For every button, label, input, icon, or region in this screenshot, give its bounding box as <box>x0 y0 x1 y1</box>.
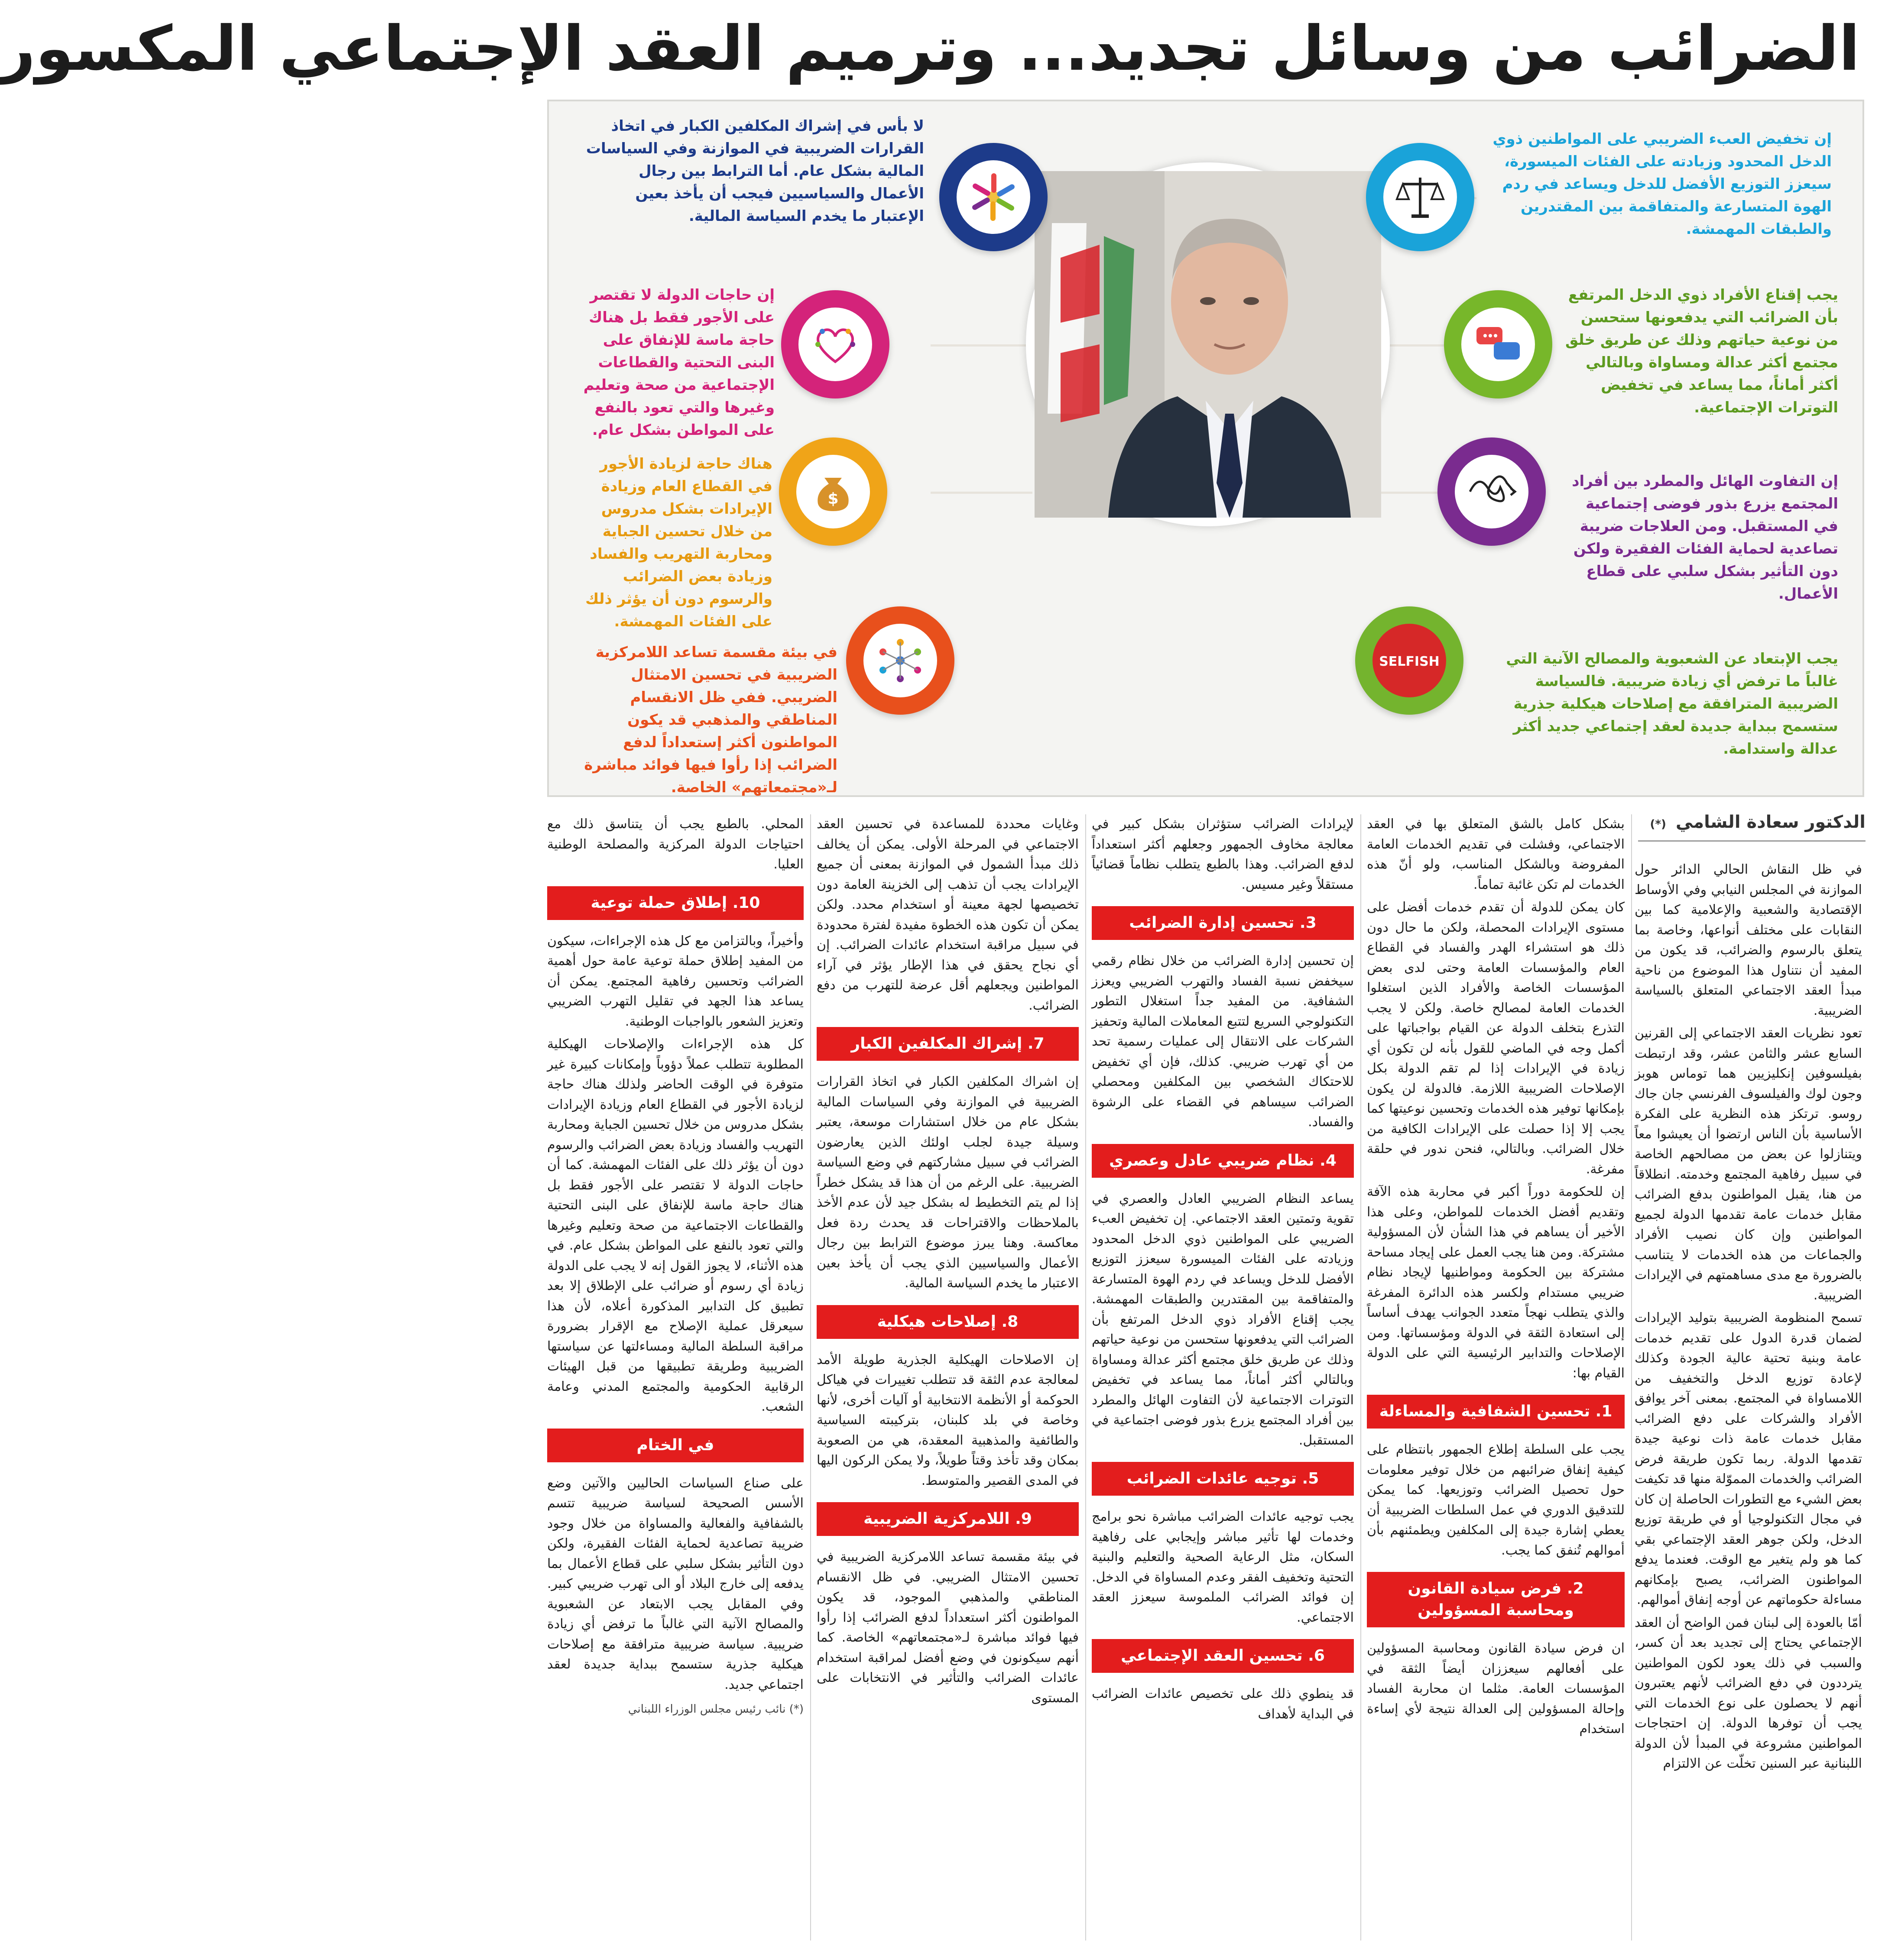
paragraph: وأخيراً، وبالتزامن مع كل هذه الإجراءات، سيكون من المفيد إطلاق حملة توعية عامة حول أهمية الضرائب وتحسين رفاهية المجتمع. يمكن أن يساعد هذا الجهد في تقليل التهرب الضريبي وتعزيز الشعور بالواجبات الوطنية. <box>547 933 804 1029</box>
paragraph: المحلي. بالطبع يجب أن يتناسق ذلك مع احتياجات الدولة المركزية والمصلحة الوطنية العليا. <box>547 816 804 872</box>
paragraph: ان فرض سيادة القانون ومحاسبة المسؤولين على أفعالهم سيعززان أيضاً الثقة في المؤسسات العامة. مثلما ان محاربة الفساد وإحالة المسؤولين إلى العدالة نتيجة لأي إساءة استخدام <box>1367 1641 1625 1736</box>
callout-left-3: هناك حاجة لزيادة الأجور في القطاع العام وزيادة الإيرادات بشكل مدروس من خلال تحسين الجباية ومحاربة التهريب والفساد وزيادة بعض الضرائب والرسوم دون أن يؤثر ذلك على الفئات المهمشة. <box>585 455 772 630</box>
headline: الضرائب من وسائل تجديد... وترميم العقد الإجتماعي المكسور <box>0 13 1860 84</box>
money-bag-icon <box>807 466 859 518</box>
selfish-stamp-icon <box>1375 648 1444 674</box>
callout-left-4: في بيئة مقسمة تساعد اللامركزية الضريبية في تحسين الامتثال الضريبي. ففي ظل الانقسام المناطقي والمذهبي قد يكون المواطنون أكثر إستعداداً لدفع الضرائب إذا رأوا فيها فوائد مباشرة لـ«مجتمعاتهم» الخاصة. <box>584 644 837 796</box>
byline-rule <box>1638 840 1866 842</box>
paragraph: إن للحكومة دوراً أكبر في محاربة هذه الآفة وتقديم أفضل الخدمات للمواطن، وعلى هذا الأخير أن يساهم في هذا الشأن لأن المسؤولية مشتركة. ومن هنا يجب العمل على إيجاد مساحة مشتركة بين الحكومة ومواطنيها لإيجاد نظام ضريبي مستدام ولكسر هذه الدائرة المفرغة والذي يتطلب نهجاً متعدد الجوانب يهدف أساساً إلى استعادة الثقة في الدولة ومؤسساتها. ومن الإصلاحات والتدابير الرئيسية التي على الدولة القيام بها: <box>1367 1184 1625 1381</box>
paragraph: وغايات محددة للمساعدة في تحسين العقد الاجتماعي في المرحلة الأولى. يمكن أن يخالف ذلك مبدأ الشمول في الموازنة بمعنى أن جميع الإيرادات يجب أن تذهب إلى الخزينة العامة دون تخصيصها لجهة معينة أو استخدام محدد. ولكن يمكن أن تكون هذه الخطوة مفيدة لفترة محدودة في سبيل مراقبة استخدام عائدات الضرائب. إن أي نجاح يحقق في هذا الإطار يؤثر في آراء المواطنين ويجعلهم أقل عرضة للتهرب من دفع الضرائب. <box>817 816 1079 1013</box>
paragraph: يساعد النظام الضريبي العادل والعصري في تقوية وتمتين العقد الاجتماعي. إن تخفيض العبء الضريبي على المواطنين ذوي الدخل المحدود وزيادته على الفئات الميسورة سيعزز التوزيع الأفضل للدخل ويساعد في ردم الهوة المتسارعة والمتفاقمة بين المقتدرين والطبقات المهمشة. يجب إقناع الأفراد ذوي الدخل المرتفع بأن الضرائب التي يدفعونها ستحسن من نوعية حياتهم وذلك عن طريق خلق مجتمع أكثر عدالة ومساواة وبالتالي أكثر أماناً، مما يساعد في تخفيض التوترات الاجتماعية لأن التفاوت الهائل والمطرد بين أفراد المجتمع يزرع بذور فوضى اجتماعية في المستقبل. <box>1092 1191 1354 1448</box>
icon-bubble-left-1 <box>939 143 1048 251</box>
icon-bubble-right-2 <box>1444 290 1552 398</box>
scales-of-justice-icon <box>1394 171 1446 223</box>
section-heading-8: 8. إصلاحات هيكلية <box>817 1305 1079 1339</box>
paragraph: في بيئة مقسمة تساعد اللامركزية الضريبية في تحسين الامتثال الضريبي. في ظل الانقسام المناطقي والمذهبي الموجود، قد يكون المواطنون أكثر استعداداً لدفع الضرائب إذا رأوا فيها فوائد مباشرة لـ«مجتمعاتهم» الخاصة. كما أنهم سيكونون في وضع أفضل لمراقبة استخدام عائدات الضرائب والتأثير في الانتخابات على المستوى <box>817 1549 1079 1706</box>
section-heading-1: 1. تحسين الشفافية والمساءلة <box>1367 1395 1625 1429</box>
portrait-illustration <box>1035 171 1381 518</box>
section-heading-2: 2. فرض سيادة القانون ومحاسبة المسؤولين <box>1367 1572 1625 1627</box>
paragraph: يجب على السلطة إطلاع الجمهور بانتظام على كيفية إنفاق ضرائبهم من خلال توفير معلومات حول تحصيل الضرائب وتوزيعها. كما يمكن للتدقيق الدوري في عمل السلطات الضريبية أن يعطي إشارة جيدة إلى المكلفين ويطمئنهم بأن أموالهم تُنفق كما يجب. <box>1367 1442 1625 1558</box>
section-heading-4: 4. نظام ضريبي عادل وعصري <box>1092 1144 1354 1178</box>
callout-right-1: إن تخفيض العبء الضريبي على المواطنين ذوي الدخل المحدود وزيادته على الفئات الميسورة، سيعزز التوزيع الأفضل للدخل ويساعد في ردم الهوة المتسارعة والمتفاقمة بين المقتدرين والطبقات المهمشة. <box>1492 130 1832 238</box>
icon-bubble-left-3 <box>779 437 887 546</box>
article-column-1 <box>1635 860 1862 1947</box>
network-icon <box>874 635 926 687</box>
callout-right-3: إن التفاوت الهائل والمطرد بين أفراد المجتمع يزرع بذور فوضى إجتماعية في المستقبل. ومن العلاجات ضريبة تصاعدية لحماية الفئات الفقيرة ولكن دون التأثير بشكل سلبي على قطاع الأعمال. <box>1572 473 1838 603</box>
section-heading-6: 6. تحسين العقد الإجتماعي <box>1092 1639 1354 1673</box>
paragraph: إن اشراك المكلفين الكبار في اتخاذ القرارات الضريبية في الموازنة وفي السياسات المالية بشكل عام من خلال استشارات موسعة، يعتبر وسيلة جيدة لجلب اولئك الذين يعارضون الضرائب في سبيل مشاركتهم في وضع السياسة الضريبية. على الرغم من أن هذا قد يشكل خطراً إذا لم يتم التخطيط له بشكل جيد لأن عدم الأخذ بالملاحظات والاقتراحات قد يحدث ردة فعل معاكسة. وهنا يبرز موضوع الترابط بين رجال الأعمال والسياسيين الذي يجب أن يأخذ بعين الاعتبار ما يخدم السياسة المالية. <box>817 1074 1079 1291</box>
joined-hands-icon <box>967 171 1019 223</box>
svg-text:$: $ <box>827 490 839 508</box>
author-byline <box>1638 812 1866 832</box>
author-name: الدكتور سعادة الشامي <box>1675 812 1866 832</box>
article-column-3 <box>1092 814 1354 1945</box>
section-heading-9: 9. اللامركزية الضريبية <box>817 1502 1079 1536</box>
paragraph: لإيرادات الضرائب ستؤثران بشكل كبير في معالجة مخاوف الجمهور وجعلهم أكثر استعداداً لدفع الضرائب. وهذا بالطبع يتطلب نظاماً قضائياً مستقلاً وغير مسيس. <box>1092 816 1354 892</box>
icon-bubble-left-2 <box>781 290 889 398</box>
paragraph: قد ينطوي ذلك على تخصيص عائدات الضرائب في البداية لأهداف <box>1092 1686 1354 1722</box>
icon-bubble-left-4 <box>846 606 954 715</box>
icon-bubble-right-1 <box>1366 143 1474 251</box>
column-divider <box>1085 814 1086 1941</box>
connector <box>931 344 1030 347</box>
article-column-2 <box>1367 814 1625 1945</box>
paragraph: إن الاصلاحات الهيكلية الجذرية طويلة الأمد لمعالجة عدم الثقة قد تتطلب تغييرات في هياكل الحوكمة أو الأنظمة الانتخابية أو آليات أخرى، لأنها وخاصة في بلد كلبنان، بتركيبته السياسية والطائفية والمذهبية المعقدة، هي من الصعوبة بمكان وقد تأخذ وقتاً طويلاً، ولا يمكن الركون اليها في المدى القصير والمتوسط. <box>817 1352 1079 1488</box>
footnote: (*) نائب رئيس مجلس الوزراء اللبناني <box>628 1703 804 1716</box>
article-column-4 <box>817 814 1079 1945</box>
paragraph: كان يمكن للدولة أن تقدم خدمات أفضل على مستوى الإيرادات المحصلة، ولكن ما حال دون ذلك هو استشراء الهدر والفساد في القطاع العام والمؤسسات العامة وحتى لدى بعض المؤسسات الخاصة والأفراد الذين استغلوا الخدمات العامة لمصالح خاصة. ولكن لا يجب التذرع بتخلف الدولة عن القيام بواجباتها على أكمل وجه في الماضي للقول بأنه لن تكون أي زيادة في الإيرادات إذا لم تقم الدولة بكل الإصلاحات الضريبية اللازمة. فالدولة لن يكون بإمكانها توفير هذه الخدمات وتحسين نوعيتها كما يجب إلا إذا حصلت على الإيرادات الكافية من خلال الضرائب. وبالتالي، فنحن ندور في حلقة مفرغة. <box>1367 900 1625 1177</box>
column-divider <box>810 814 811 1941</box>
paragraph: بشكل كامل بالشق المتعلق بها في العقد الاجتماعي، وفشلت في تقديم الخدمات العامة المفروضة وبالشكل المناسب، ولو أنّ هذه الخدمات لم تكن غائبة تماماً. <box>1367 816 1625 892</box>
author-mark: (*) <box>1650 818 1666 831</box>
column-divider <box>1360 814 1361 1941</box>
section-heading-5: 5. توجيه عائدات الضرائب <box>1092 1462 1354 1496</box>
paragraph: أمّا بالعودة إلى لبنان فمن الواضح أن العقد الإجتماعي يحتاج إلى تجديد بعد أن كسر، والسبب في ذلك يعود لكون المواطنين يترددون في دفع الضرائب لأنهم يعتبرون أنهم لا يحصلون على نوع الخدمات التي يجب أن توفرها الدولة. إن احتجاجات المواطنين مشروعة في المبدأ لأن الدولة اللبنانية عبر السنين تخلّت عن الالتزام <box>1635 1615 1862 1771</box>
icon-bubble-right-3 <box>1437 437 1546 546</box>
callout-left-1: لا بأس في إشراك المكلفين الكبار في اتخاذ القرارات الضريبية في الموازنة وفي السياسات المالية بشكل عام. أما الترابط بين رجال الأعمال والسياسيين فيجب أن يأخذ بعين الإعتبار ما يخدم السياسة المالية. <box>586 117 924 225</box>
portrait-photo <box>1035 171 1381 518</box>
column-divider <box>1631 814 1632 1941</box>
paragraph: إن تحسين إدارة الضرائب من خلال نظام رقمي سيخفض نسبة الفساد والتهرب الضريبي ويعزز الشفافية. من المفيد جداً استغلال التطور التكنولوجي السريع لتتبع المعاملات المالية وتحفيز الشركات على الانتقال إلى عمليات رسمية تحد من أي تهرب ضريبي. كذلك، فإن أي تخفيض للاحتكاك الشخصي بين المكلفين ومحصلي الضرائب سيساهم في القضاء على الرشوة والفساد. <box>1092 953 1354 1130</box>
paragraph: تسمح المنظومة الضريبية بتوليد الإيرادات لضمان قدرة الدول على تقديم خدمات عامة وبنية تحتية عالية الجودة وكذلك لإعادة توزيع الدخل والتخفيف من اللامساواة في المجتمع. بمعنى آخر يوافق الأفراد والشركات على دفع الضرائب مقابل خدمات عامة ذات نوعية جيدة تقدمها الدولة. ربما تكون طريقة فرض الضرائب والخدمات المموّلة منها قد تكيفت بعض الشيء مع التطورات الحاصلة إن كان في مجال التكنولوجيا أو في طريقة توزيع الدخل، ولكن جوهر العقد الإجتماعي بقي كما هو ولم يتغير مع الوقت. فعندما يدفع المواطنون الضرائب، يصبح بإمكانهم مساءلة حكوماتهم عن أوجه إنفاق أموالهم. <box>1635 1310 1862 1607</box>
paragraph: يجب توجيه عائدات الضرائب مباشرة نحو برامج وخدمات لها تأثير مباشر وإيجابي على رفاهية السكان، مثل الرعاية الصحية والتعليم والبنية التحتية وتخفيف الفقر وعدم المساواة في الدخل. إن فوائد الضرائب الملموسة سيعزز العقد الاجتماعي. <box>1092 1509 1354 1625</box>
tangled-line-icon <box>1466 466 1518 518</box>
callout-right-4: يجب الإبتعاد عن الشعبوية والمصالح الآنية التي غالباً ما ترفض أي زيادة ضريبية. فالسياسة الضريبية المترافقة مع إصلاحات هيكلية جذرية ستسمح ببداية جديدة لعقد إجتماعي جديد أكثر عدالة واستدامة. <box>1506 650 1838 758</box>
callout-left-2: إن حاجات الدولة لا تقتصر على الأجور فقط بل هناك حاجة ماسة للإنفاق على البنى التحتية والقطاعات الإجتماعية من صحة وتعليم وغيرها والتي تعود بالنفع على المواطن بشكل عام. <box>583 286 775 439</box>
paragraph: في ظل النقاش الحالي الدائر حول الموازنة في المجلس النيابي وفي الأوساط الإقتصادية والشعبية والإعلامية كما بين النقابات على مختلف أنواعها، وخاصة بما يتعلق بالرسوم والضرائب، قد يكون من المفيد أن نتناول هذا الموضوع من ناحية مبدأ العقد الاجتماعي المتعلق بالسياسة الضريبية. <box>1635 862 1862 1018</box>
speech-bubbles-icon <box>1472 318 1524 370</box>
section-heading-3: 3. تحسين إدارة الضرائب <box>1092 906 1354 940</box>
selfish-label: SELFISH <box>1379 654 1440 669</box>
section-heading-10: 10. إطلاق حملة توعية <box>547 886 804 920</box>
callout-right-2: يجب إقناع الأفراد ذوي الدخل المرتفع بأن الضرائب التي يدفعونها ستحسن من نوعية حياتهم وذلك عن طريق خلق مجتمع أكثر عدالة ومساواة وبالتالي أكثر أماناً، مما يساعد في تخفيض التوترات الإجتماعية. <box>1565 286 1838 416</box>
connector <box>931 492 1032 494</box>
icon-bubble-right-4 <box>1355 606 1463 715</box>
section-heading-7: 7. إشراك المكلفين الكبار <box>817 1027 1079 1061</box>
section-heading-conclusion: في الختام <box>547 1429 804 1462</box>
heart-hands-icon <box>809 318 861 370</box>
article-column-5 <box>547 814 804 1945</box>
paragraph: على صناع السياسات الحاليين والآتين وضع الأسس الصحيحة لسياسة ضريبية تتسم بالشفافية والفعالية والمساواة من خلال وجود ضريبة تصاعدية لحماية الفئات الفقيرة، ولكن دون التأثير بشكل سلبي على قطاع الأعمال بما يدفعه إلى خارج البلاد أو الى تهرب ضريبي كبير. وفي المقابل يجب الابتعاد عن الشعبوية والمصالح الآنية التي غالباً ما ترفض أي زيادة ضريبية. سياسة ضريبية مترافقة مع إصلاحات هيكلية جذرية ستسمح ببداية جديدة لعقد اجتماعي جديد. <box>547 1475 804 1692</box>
paragraph: كل هذه الإجراءات والإصلاحات الهيكلية المطلوبة تتطلب عملاً دؤوباً وإمكانات كبيرة غير متوفرة في الوقت الحاضر ولذلك هناك حاجة لزيادة الأجور في القطاع العام وزيادة الإيرادات بشكل مدروس من خلال تحسين الجباية ومحاربة التهريب والفساد وزيادة بعض الضرائب والرسوم دون أن يؤثر ذلك على الفئات المهمشة. كما أن حاجات الدولة لا تقتصر على الأجور فقط بل هناك حاجة ماسة للإنفاق على البنى التحتية والقطاعات الاجتماعية من صحة وتعليم وغيرها والتي تعود بالنفع على المواطن بشكل عام. في هذه الأثناء، لا يجوز القول إنه لا يجب على الدولة زيادة أي رسوم أو ضرائب على الإطلاق إلا بعد تطبيق كل التدابير المذكورة أعلاه، لأن هذا سيعرقل عملية الإصلاح مع الإقرار بضرورة مراقبة السلطة المالية ومساءلتها عن سياستها الضريبية وطريقة تطبيقها من قبل الهيئات الرقابية الحكومية والمجتمع المدني وعامة الشعب. <box>547 1037 804 1414</box>
paragraph: تعود نظريات العقد الاجتماعي إلى القرنين السابع عشر والثامن عشر، وقد ارتبطت بفيلسوفين إنكليزيين هما توماس هوبز وجون لوك والفيلسوف الفرنسي جان جاك روسو. ترتكز هذه النظرية على الفكرة الأساسية بأن الناس ارتضوا أن يعيشوا معاً ويتنازلوا عن بعض من مصالحهم الخاصة في سبيل رفاهية المجتمع وخدمته. انطلاقاً من هنا، يقبل المواطنون بدفع الضرائب مقابل خدمات عامة تقدمها الدولة لجميع المواطنين وإن كان نصيب الأفراد والجماعات من هذه الخدمات لا يتناسب بالضرورة مع مدى مساهمتهم في الإيرادات الضريبية. <box>1635 1026 1862 1303</box>
